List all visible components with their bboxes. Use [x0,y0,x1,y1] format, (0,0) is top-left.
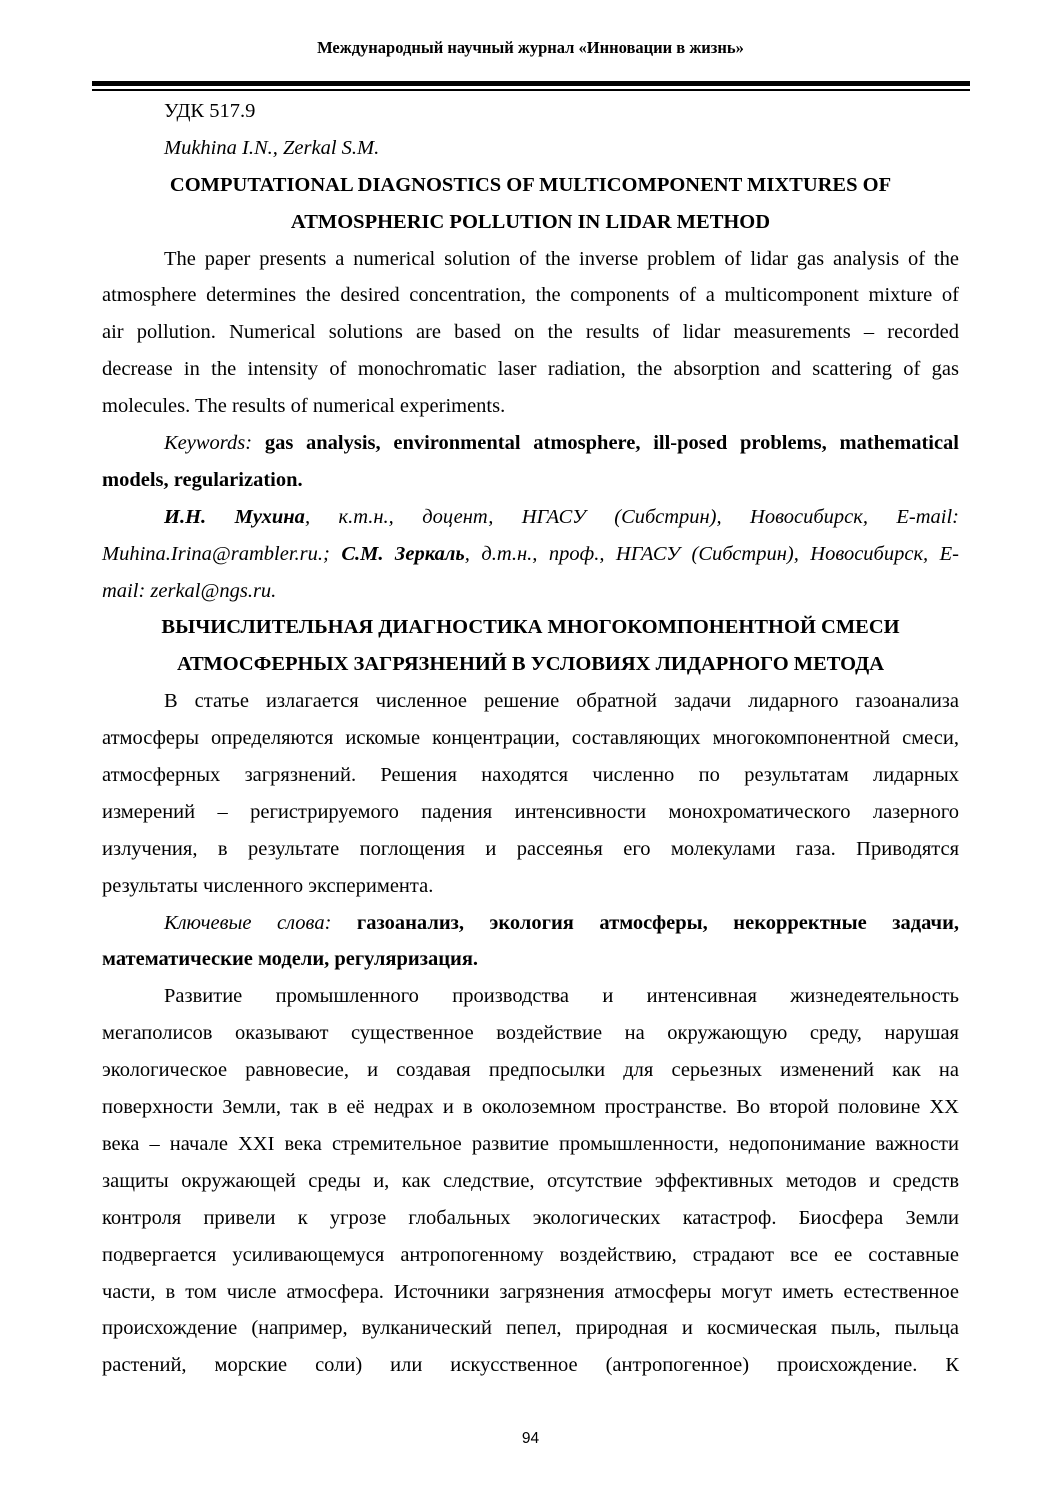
author1-email: Muhina.Irina@rambler.ru.; [102,542,330,565]
keywords-ru-label: Ключевые слова: [164,911,332,934]
author1-initials: И.Н. [164,505,207,528]
abstract-en-line: air pollution. Numerical solutions are based on the results of lidar measurements – recorded [102,321,959,344]
keywords-en-line-2: models, regularization. [102,468,303,491]
keywords-ru-line-2: математические модели, регуляризация. [102,948,479,971]
body-line: века – начале XXI века стремительное развитие промышленности, недопонимание важности [102,1132,959,1155]
keywords-ru-line-1 [102,905,959,942]
keywords-en-line-1 [102,425,959,462]
udk: УДК 517.9 [164,100,256,122]
abstract-en-line: decrease in the intensity of monochromatic laser radiation, the absorption and scattering of gas [102,358,959,381]
authors-ru-line-1 [102,499,959,536]
header-rule-thin [92,89,970,91]
abstract-en-line: molecules. The results of numerical experiments. [102,395,506,418]
body-line: растений, морские соли) или искусственное (антропогенное) происхождение. К [102,1354,959,1377]
body-line: поверхности Земли, так в её недрах и в околоземном пространстве. Во второй половине XX [102,1096,959,1119]
title-ru-line-2: АТМОСФЕРНЫХ ЗАГРЯЗНЕНИЙ В УСЛОВИЯХ ЛИДАРНОГО МЕТОДА [176,653,885,676]
abstract-ru-line: В статье излагается численное решение обратной задачи лидарного газоанализа [164,690,959,713]
abstract-en-line: atmosphere determines the desired concentration, the components of a multicomponent mixture of [102,284,959,307]
title-en-line-2: ATMOSPHERIC POLLUTION IN LIDAR METHOD [290,210,771,233]
body-line: экологическое равновесие, и создавая предпосылки для серьезных изменений как на [102,1059,959,1082]
abstract-ru-line: измерений – регистрируемого падения интенсивности монохроматического лазерного [102,800,959,823]
abstract-en-line: The paper presents a numerical solution of the inverse problem of lidar gas analysis of the [164,247,959,270]
author1-details: , к.т.н., доцент, НГАСУ (Сибстрин), Новосибирск, E-mail: [304,505,959,528]
content [102,93,959,1384]
body-line: мегаполисов оказывают существенное воздействие на окружающую среду, нарушая [102,1022,959,1045]
author2-name: С.М. Зеркаль [341,542,465,565]
abstract-ru-line: результаты численного эксперимента. [102,874,434,897]
keywords-en-label: Keywords: [164,432,253,455]
journal-header: Международный научный журнал «Инновации в жизнь» [317,38,744,57]
header-rule-thick [92,81,970,86]
title-ru-line-1: ВЫЧИСЛИТЕЛЬНАЯ ДИАГНОСТИКА МНОГОКОМПОНЕНТНОЙ СМЕСИ [161,616,900,639]
abstract-ru-line: атмосферных загрязнений. Решения находятся численно по результатам лидарных [102,764,959,787]
authors-en: Mukhina I.N., Zerkal S.M. [164,136,380,159]
body-line: подвергается усиливающемуся антропогенному воздействию, страдают все ее составные [102,1243,959,1266]
keywords-en-terms: gas analysis, environmental atmosphere, ill-posed problems, mathematical [264,432,960,455]
body-line: происхождение (например, вулканический пепел, природная и космическая пыль, пыльца [102,1317,959,1340]
authors-ru-line-2 [102,536,959,573]
authors-ru-line-3: mail: zerkal@ngs.ru. [102,579,277,602]
body-line: защиты окружающей среды и, как следствие, отсутствие эффективных методов и средств [102,1169,959,1192]
abstract-ru-line: атмосферы определяются искомые концентрации, составляющих многокомпонентной смеси, [102,727,959,750]
body-line: контроля привели к угрозе глобальных экологических катастроф. Биосфера Земли [102,1206,959,1229]
body-line: части, в том числе атмосфера. Источники загрязнения атмосферы могут иметь естественное [102,1280,959,1303]
body-line: Развитие промышленного производства и интенсивная жизнедеятельность [164,985,959,1008]
page-number: 94 [521,1430,540,1447]
abstract-ru-line: излучения, в результате поглощения и рассеянья его молекулами газа. Приводятся [102,837,959,860]
author1-surname: Мухина [234,505,305,528]
title-en-line-1: COMPUTATIONAL DIAGNOSTICS OF MULTICOMPONENT MIXTURES OF [169,173,892,196]
keywords-ru-terms: газоанализ, экология атмосферы, некорректные задачи, [356,911,960,934]
author2-details: , д.т.н., проф., НГАСУ (Сибстрин), Новосибирск, E- [464,542,959,565]
